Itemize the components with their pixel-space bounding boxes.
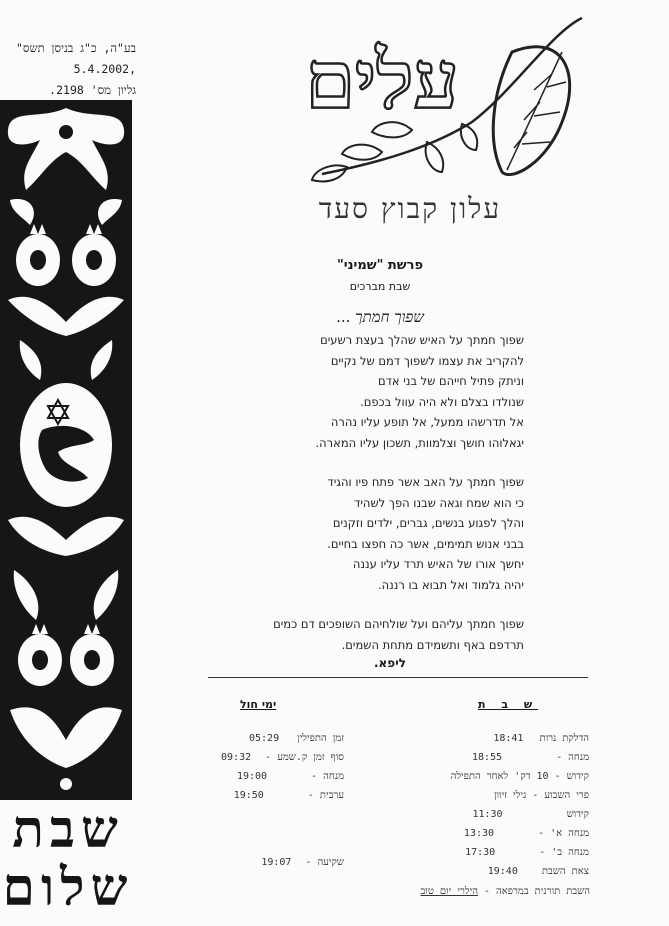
schedule-time: 19:07 [261, 857, 292, 868]
hebrew-date: בע"ה, כ"ג בניסן תשס" [15, 41, 136, 55]
schedule-row [494, 790, 589, 801]
schedule-time: 09:32 [221, 752, 252, 763]
gregorian-date: ,5.4.2002 [73, 62, 136, 76]
olim-leaf-logo [262, 12, 592, 202]
schedule-label: קידוש - 10 דק' לאחר התפילה [450, 771, 589, 782]
poem-line: שנולדו בצלם ולא היה עוול בכפם. [360, 394, 524, 409]
schedule-label: זמן התפילין [297, 733, 344, 744]
schedule-row [249, 733, 344, 744]
schedule-row [488, 866, 589, 877]
schedule-row [464, 828, 589, 839]
schedule-time: 19:00 [236, 771, 268, 782]
schedule-row [465, 847, 589, 858]
poem-signature: ליפא. [374, 656, 406, 670]
schedule-time: 18:55 [471, 752, 503, 763]
schedule-label: קידוש [566, 809, 589, 820]
schedule-row [472, 809, 589, 820]
schedule-label: מנחה ב' - [539, 847, 589, 858]
footer-text: השבת תורנית במרפאה - [477, 886, 590, 897]
schedule-row [234, 790, 344, 801]
poem-line: אל תדרשהו ממעל, אל תופע עליו נהרה [330, 415, 524, 429]
schedule-row [237, 771, 344, 782]
schedule-row [451, 771, 589, 782]
poem-line: יהיה גלמוד ואל תבוא בו רננה. [378, 577, 524, 592]
divider [208, 677, 588, 678]
poem-stanza [214, 330, 524, 453]
decorative-band-image [0, 100, 132, 800]
schedule-label: פרי השבוע - גילי זיוון [493, 790, 589, 801]
parasha-note: שבת מברכים [349, 280, 411, 293]
poem-line: יגאלוהו חושך וצלמוות, תשכון עליו המארה. [315, 435, 524, 450]
poem-stanza [214, 472, 524, 595]
footer-note [210, 886, 590, 897]
schedule-label: הדלקת נרות [539, 733, 589, 744]
poem-line: שפוך חמתך עליהם ועל שולחיהם השופכים דם כמים [273, 617, 524, 631]
schedule-label: ערבית - [307, 790, 344, 801]
schedule-time: 05:29 [249, 733, 280, 744]
weekday-schedule-heading: ימי חול [240, 698, 277, 711]
schedule-time: 13:30 [463, 828, 495, 839]
schedule-time: 19:50 [233, 790, 264, 801]
poem-line: והלך לפגוע בנשים, גברים, ילדים וזקנים [332, 516, 524, 530]
shalom-big-text: שלום [2, 857, 134, 918]
schedule-label: מנחה - [556, 752, 589, 763]
schedule-label: שקיעה - [305, 857, 344, 868]
date-block [4, 38, 140, 101]
poem-line: כי הוא שמח וגאה שבנו הפך לשהיד [354, 495, 524, 510]
poem-line: בבני אנוש תמימים, אשר כה חפצו בחיים. [327, 536, 524, 551]
schedule-time: 18:41 [493, 733, 524, 744]
shabbat-big-text: שבת [12, 799, 124, 860]
issue-number: גליון מס' 2198. [49, 83, 136, 97]
poem-line: תרדפם באף ותשמידם מתחת השמים. [341, 637, 524, 652]
schedule-label: מנחה - [311, 771, 344, 782]
poem-line: שפוך חמתך על האיש שהלך בעצת רשעים [320, 333, 524, 347]
poem-line: יחשך אורו של האיש תרד עליו עננה [352, 557, 524, 571]
schedule-label: סוף זמן ק.שמע - [265, 752, 344, 763]
poem-line: וניתק פתיל חייהם של בני אדם [377, 374, 524, 388]
poem-title: שפוך חמתך ... [336, 308, 424, 326]
schedule-time: 17:30 [465, 847, 496, 858]
poem-line: שפוך חמתך על האב אשר פתח פיו והגיד [327, 475, 524, 489]
poem-line: להקריב את עצמו לשפוך דמם של נקיים [330, 353, 524, 368]
schedule-row [261, 857, 344, 868]
newsletter-subtitle: עלון קבוץ סעד [318, 192, 502, 225]
poem-body [214, 330, 524, 674]
schedule-row [221, 752, 344, 763]
schedule-row [472, 752, 589, 763]
schedule-time: 19:40 [487, 866, 518, 877]
footer-name: הילרי יום טוב [420, 886, 478, 897]
schedule-label: צאת השבת [541, 866, 589, 877]
schedule-time: 11:30 [472, 809, 503, 820]
parasha-name: פרשת "שמיני" [337, 258, 423, 273]
poem-stanza [214, 614, 524, 655]
schedule-row [493, 733, 589, 744]
shabbat-schedule-heading: ש ב ת [478, 698, 539, 711]
logo-title: עלים [305, 33, 459, 127]
schedule-label: מנחה א' - [538, 828, 589, 839]
